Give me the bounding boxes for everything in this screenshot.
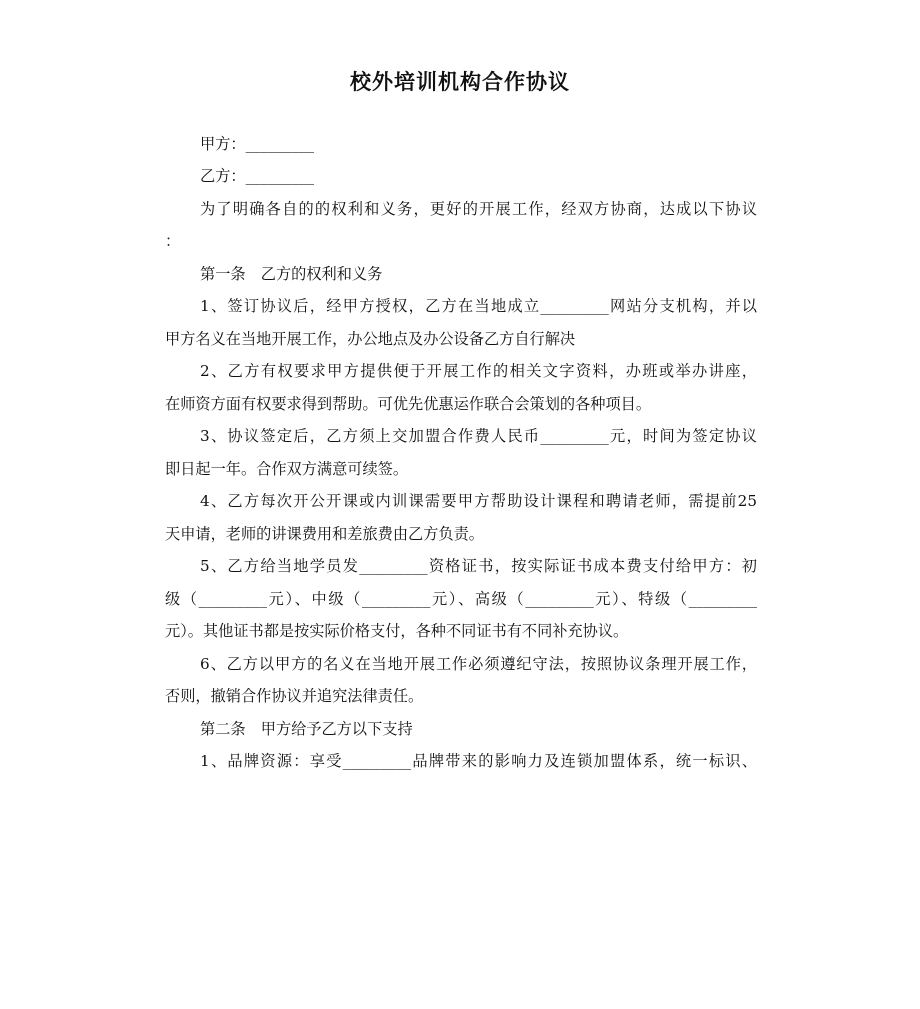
clause-1-2-line-1: 2、乙方有权要求甲方提供便于开展工作的相关文字资料，办班或举办讲座， <box>200 362 757 380</box>
preamble-line-1: 为了明确各自的的权利和义务，更好的开展工作，经双方协商，达成以下协议 <box>200 200 757 218</box>
document-title: 校外培训机构合作协议 <box>350 70 570 94</box>
clause-2-1-line-1: 1、品牌资源：享受_________品牌带来的影响力及连锁加盟体系，统一标识、 <box>200 752 757 770</box>
clause-1-1-line-1: 1、签订协议后，经甲方授权，乙方在当地成立_________网站分支机构，并以 <box>200 297 757 315</box>
clause-1-5-line-1: 5、乙方给当地学员发_________资格证书，按实际证书成本费支付给甲方：初 <box>200 557 757 575</box>
party-a-line: 甲方：_________ <box>200 135 314 153</box>
clause-1-2-line-2: 在师资方面有权要求得到帮助。可优先优惠运作联合会策划的各种项目。 <box>165 395 651 413</box>
clause-1-4-line-2: 天申请，老师的讲课费用和差旅费由乙方负责。 <box>165 525 484 543</box>
clause-1-5-line-3: 元）。其他证书都是按实际价格支付，各种不同证书有不同补充协议。 <box>165 622 629 640</box>
article-2-heading: 第二条 甲方给予乙方以下支持 <box>200 720 413 738</box>
preamble-line-2: ： <box>165 232 181 250</box>
article-1-heading: 第一条 乙方的权利和义务 <box>200 265 383 283</box>
clause-1-5-line-2: 级（_________元）、中级（_________元）、高级（_________元）、特级（_________ <box>165 590 757 608</box>
party-b-line: 乙方：_________ <box>200 167 314 185</box>
clause-1-3-line-2: 即日起一年。合作双方满意可续签。 <box>165 460 408 478</box>
clause-1-6-line-2: 否则，撤销合作协议并追究法律责任。 <box>165 687 424 705</box>
clause-1-4-line-1: 4、乙方每次开公开课或内训课需要甲方帮助设计课程和聘请老师，需提前25 <box>200 492 757 510</box>
clause-1-1-line-2: 甲方名义在当地开展工作，办公地点及办公设备乙方自行解决 <box>165 330 576 348</box>
clause-1-6-line-1: 6、乙方以甲方的名义在当地开展工作必须遵纪守法，按照协议条理开展工作， <box>200 655 757 673</box>
clause-1-3-line-1: 3、协议签定后，乙方须上交加盟合作费人民币_________元，时间为签定协议 <box>200 427 757 445</box>
